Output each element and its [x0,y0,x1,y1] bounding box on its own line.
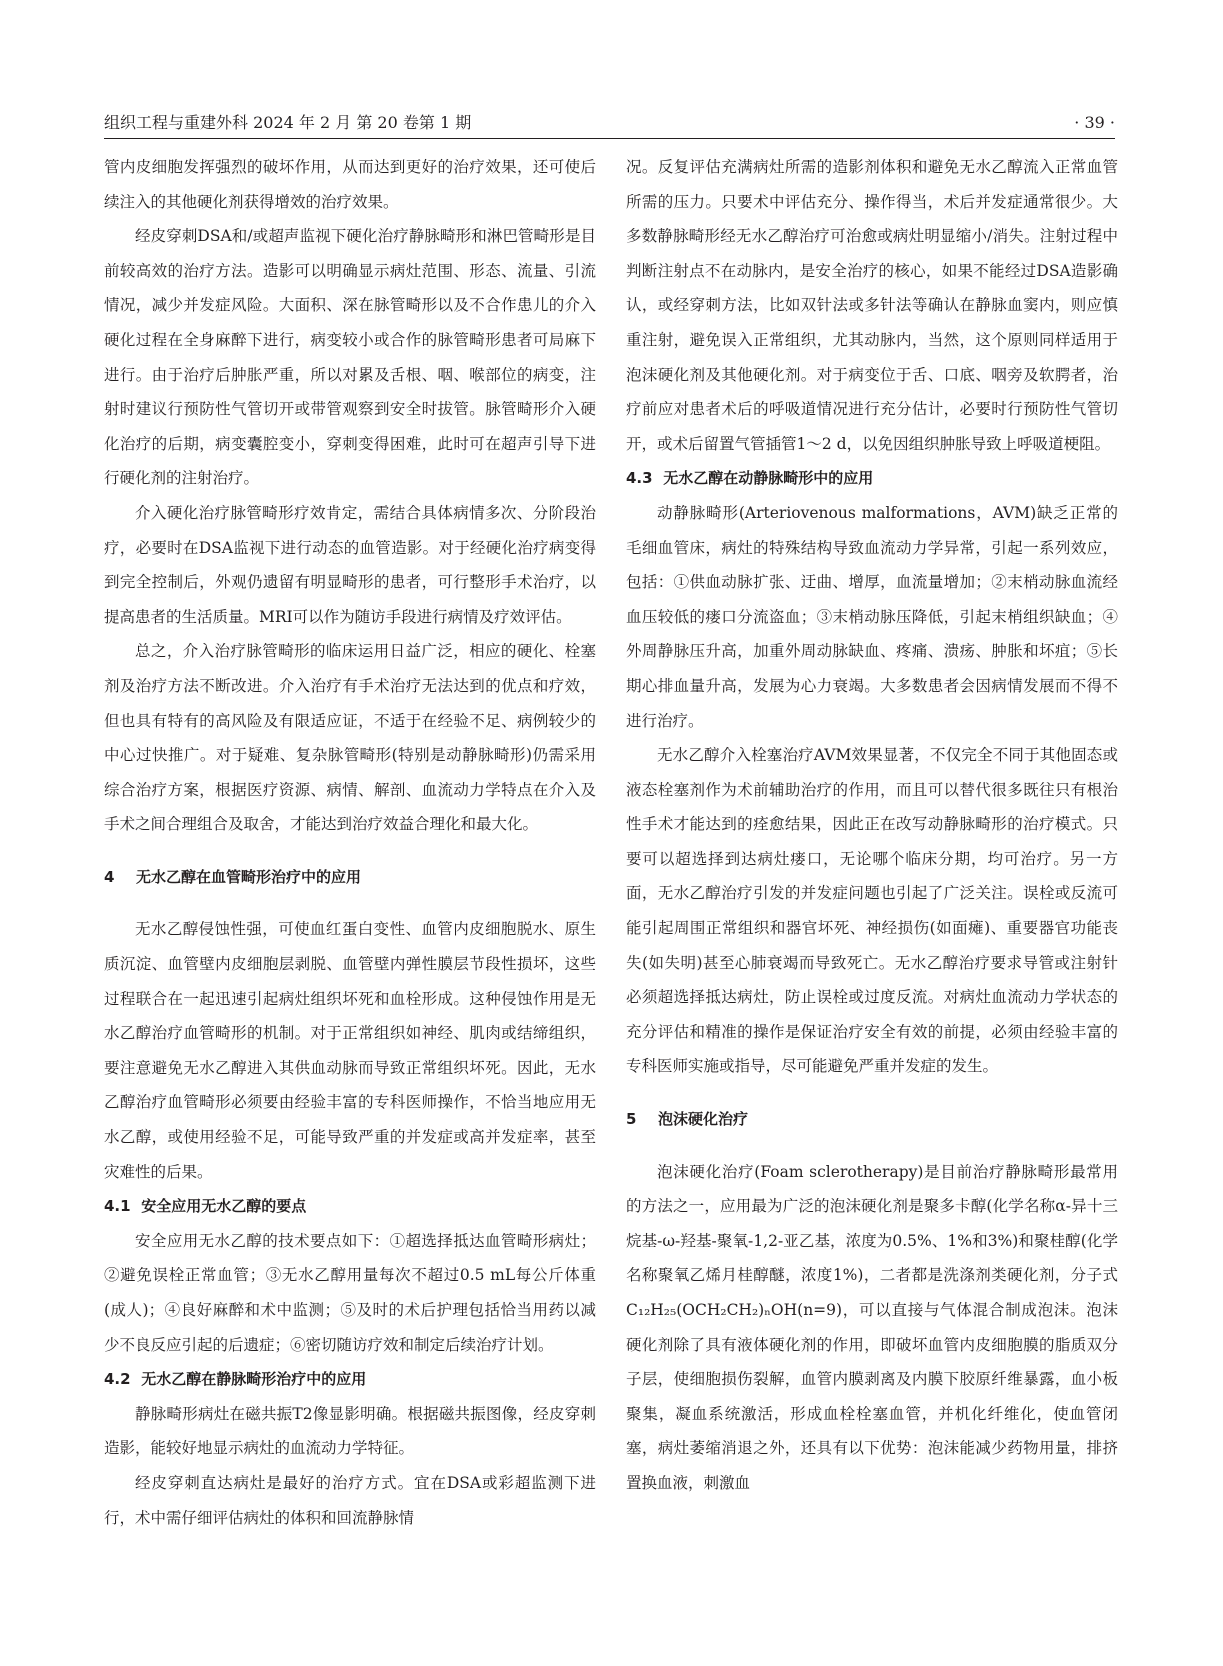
paragraph: 经皮穿刺DSA和/或超声监视下硬化治疗静脉畸形和淋巴管畸形是目前较高效的治疗方法。造影可以明确显示病灶范围、形态、流量、引流情况，减少并发症风险。大面积、深在脉管畸形以及不合作患儿的介入硬化过程在全身麻醉下进行，病变较小或合作的脉管畸形患者可局麻下进行。由于治疗后肿胀严重，所以对累及舌根、咽、喉部位的病变，注射时建议行预防性气管切开或带管观察到安全时拔管。脉管畸形介入硬化治疗的后期，病变囊腔变小，穿刺变得困难，此时可在超声引导下进行硬化剂的注射治疗。 [104,227,596,488]
right-column [626,150,1118,1501]
section-title: 泡沫硬化治疗 [658,1110,749,1129]
section-heading [626,1102,1118,1137]
paragraph: 况。反复评估充满病灶所需的造影剂体积和避免无水乙醇流入正常血管所需的压力。只要术中评估充分、操作得当，术后并发症通常很少。大多数静脉畸形经无水乙醇治疗可治愈或病灶明显缩小/消失。注射过程中判断注射点不在动脉内，是安全治疗的核心，如果不能经过DSA造影确认，或经穿刺方法，比如双针法或多针法等确认在静脉血窦内，则应慎重注射，避免误入正常组织，尤其动脉内，当然，这个原则同样适用于泡沫硬化剂及其他硬化剂。对于病变位于舌、口底、咽旁及软腭者，治疗前应对患者术后的呼吸道情况进行充分估计，必要时行预防性气管切开，或术后留置气管插管1～2 d，以免因组织肿胀导致上呼吸道梗阻。 [626,158,1118,453]
paragraph: 泡沫硬化治疗(Foam sclerotherapy)是目前治疗静脉畸形最常用的方法之一，应用最为广泛的泡沫硬化剂是聚多卡醇(化学名称α-异十三烷基-ω-羟基-聚氧-1,2-亚乙基，浓度为0.5%、1%和3%)和聚桂醇(化学名称聚氧乙烯月桂醇醚，浓度1%)，二者都是洗涤剂类硬化剂，分子式C₁₂H₂₅(OCH₂CH₂)ₙOH(n=9)，可以直接与气体混合制成泡沫。泡沫硬化剂除了具有液体硬化剂的作用，即破坏血管内皮细胞膜的脂质双分子层，使细胞损伤裂解，血管内膜剥离及内膜下胶原纤维暴露，血小板聚集，凝血系统激活，形成血栓栓塞血管，并机化纤维化，使血管闭塞，病灶萎缩消退之外，还具有以下优势：泡沫能减少药物用量，排挤置换血液，刺激血 [626,1162,1118,1492]
left-column [104,150,596,1535]
running-header [104,108,1115,139]
paragraph: 静脉畸形病灶在磁共振T2像显影明确。根据磁共振图像，经皮穿刺造影，能较好地显示病灶的血流动力学特征。 [104,1404,596,1458]
journal-info: 组织工程与重建外科 2024 年 2 月 第 20 卷第 1 期 [104,113,472,132]
subsection-heading [104,1189,596,1224]
section-number: 5 [626,1110,637,1129]
subsection-number: 4.3 [626,469,653,488]
subsection-title: 无水乙醇在静脉畸形治疗中的应用 [141,1370,367,1389]
subsection-heading [626,461,1118,496]
paragraph: 总之，介入治疗脉管畸形的临床运用日益广泛，相应的硬化、栓塞剂及治疗方法不断改进。介入治疗有手术治疗无法达到的优点和疗效，但也具有特有的高风险及有限适应证，不适于在经验不足、病例较少的中心过快推广。对于疑难、复杂脉管畸形(特别是动静脉畸形)仍需采用综合治疗方案，根据医疗资源、病情、解剖、血流动力学特点在介入及手术之间合理组合及取舍，才能达到治疗效益合理化和最大化。 [104,642,596,834]
subsection-number: 4.1 [104,1197,131,1216]
subsection-heading [104,1362,596,1397]
paragraph: 无水乙醇侵蚀性强，可使血红蛋白变性、血管内皮细胞脱水、原生质沉淀、血管壁内皮细胞层剥脱、血管壁内弹性膜层节段性损坏，这些过程联合在一起迅速引起病灶组织坏死和血栓形成。这种侵蚀作用是无水乙醇治疗血管畸形的机制。对于正常组织如神经、肌肉或结缔组织，要注意避免无水乙醇进入其供血动脉而导致正常组织坏死。因此，无水乙醇治疗血管畸形必须要由经验丰富的专科医师操作，不恰当地应用无水乙醇，或使用经验不足，可能导致严重的并发症或高并发症率，甚至灾难性的后果。 [104,920,596,1181]
subsection-title: 安全应用无水乙醇的要点 [141,1197,307,1216]
paragraph: 动静脉畸形(Arteriovenous malformations，AVM)缺乏正常的毛细血管床，病灶的特殊结构导致血流动力学异常，引起一系列效应，包括：①供血动脉扩张、迂曲、增厚，血流量增加；②末梢动脉血流经血压较低的瘘口分流盗血；③末梢动脉压降低，引起末梢组织缺血；④外周静脉压升高，加重外周动脉缺血、疼痛、溃疡、肿胀和坏疽；⑤长期心排血量升高，发展为心力衰竭。大多数患者会因病情发展而不得不进行治疗。 [626,503,1118,730]
section-title: 无水乙醇在血管畸形治疗中的应用 [136,867,362,886]
paragraph: 介入硬化治疗脉管畸形疗效肯定，需结合具体病情多次、分阶段治疗，必要时在DSA监视下进行动态的血管造影。对于经硬化治疗病变得到完全控制后，外观仍遗留有明显畸形的患者，可行整形手术治疗，以提高患者的生活质量。MRI可以作为随访手段进行病情及疗效评估。 [104,503,596,626]
paragraph: 安全应用无水乙醇的技术要点如下：①超选择抵达血管畸形病灶；②避免误栓正常血管；③无水乙醇用量每次不超过0.5 mL每公斤体重(成人)；④良好麻醉和术中监测；⑤及时的术后护理包括恰当用药以减少不良反应引起的后遗症；⑥密切随访疗效和制定后续治疗计划。 [104,1231,596,1354]
paragraph: 无水乙醇介入栓塞治疗AVM效果显著，不仅完全不同于其他固态或液态栓塞剂作为术前辅助治疗的作用，而且可以替代很多既往只有根治性手术才能达到的痊愈结果，因此正在改写动静脉畸形的治疗模式。只要可以超选择到达病灶瘘口，无论哪个临床分期，均可治疗。另一方面，无水乙醇治疗引发的并发症问题也引起了广泛关注。误栓或反流可能引起周围正常组织和器官坏死、神经损伤(如面瘫)、重要器官功能丧失(如失明)甚至心肺衰竭而导致死亡。无水乙醇治疗要求导管或注射针必须超选择抵达病灶，防止误栓或过度反流。对病灶血流动力学状态的充分评估和精准的操作是保证治疗安全有效的前提，必须由经验丰富的专科医师实施或指导，尽可能避免严重并发症的发生。 [626,746,1118,1076]
subsection-number: 4.2 [104,1370,131,1389]
section-heading [104,860,596,895]
section-number: 4 [104,867,115,886]
paragraph: 管内皮细胞发挥强烈的破坏作用，从而达到更好的治疗效果，还可使后续注入的其他硬化剂获得增效的治疗效果。 [104,158,596,211]
paragraph: 经皮穿刺直达病灶是最好的治疗方式。宜在DSA或彩超监测下进行，术中需仔细评估病灶的体积和回流静脉情 [104,1473,596,1527]
page-number: · 39 · [1074,113,1115,132]
subsection-title: 无水乙醇在动静脉畸形中的应用 [663,469,874,488]
